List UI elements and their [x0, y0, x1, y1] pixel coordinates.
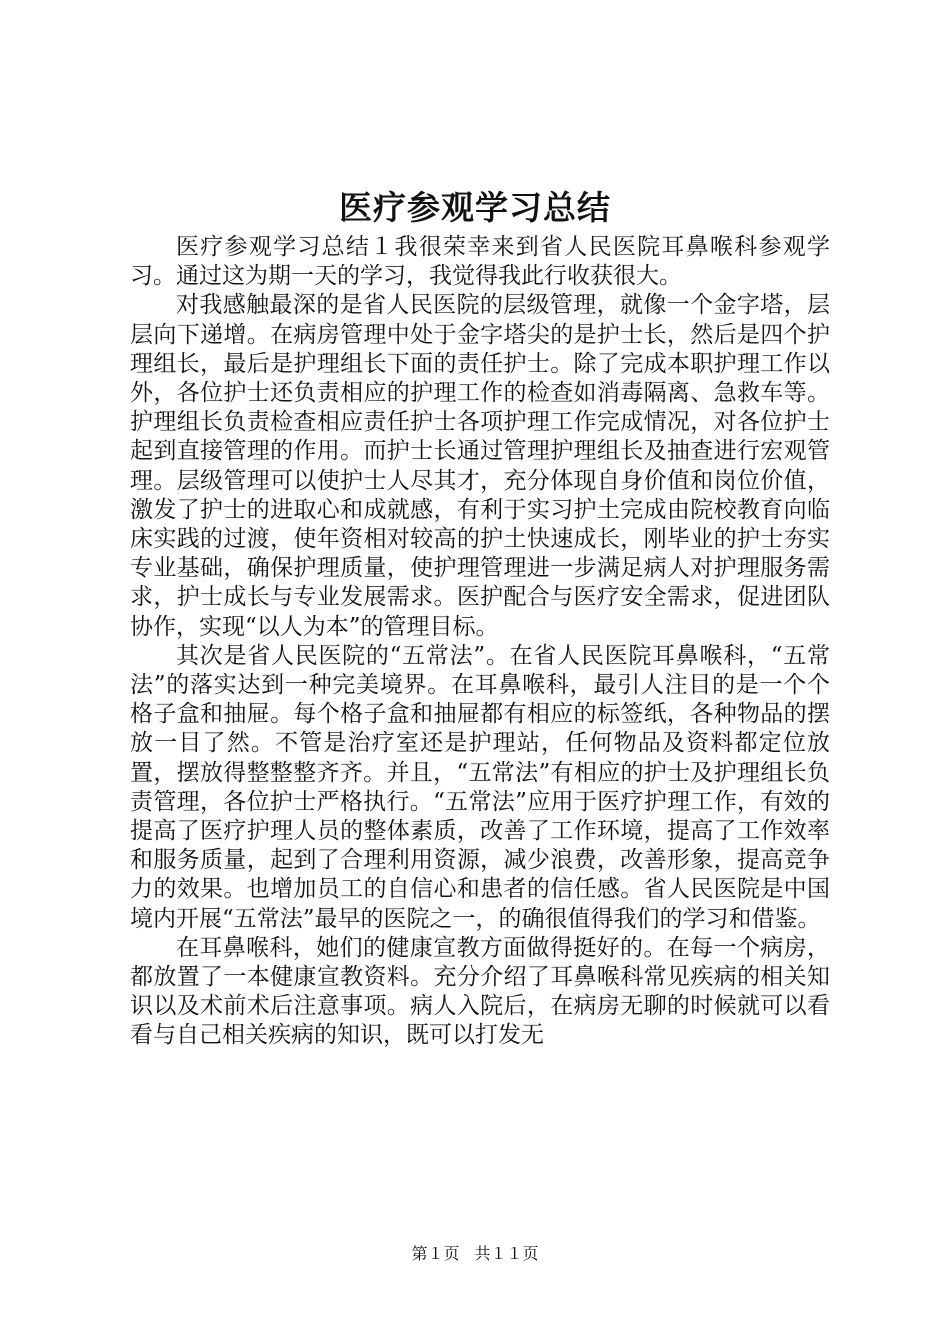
document-title: 医疗参观学习总结 — [339, 188, 611, 227]
paragraph: 其次是省人民医院的“五常法”。在省人民医院耳鼻喉科，“五常法”的落实达到一种完美境界。在耳鼻喉科，最引人注目的是一个个格子盒和抽屉。每个格子盒和抽屉都有相应的标签纸，各种物品的摆放一目了然。不管是治疗室还是护理站，任何物品及资料都定位放置，摆放得整整整齐齐。并且，“五常法”有相应的护士及护理组长负责管理，各位护士严格执行。“五常法”应用于医疗护理工作，有效的提高了医疗护理人员的整体素质，改善了工作环境，提高了工作效率和服务质量，起到了合理利用资源，减少浪费，改善形象，提高竞争力的效果。也增加员工的自信心和患者的信任感。省人民医院是中国境内开展“五常法”最早的医院之一，的确很值得我们的学习和借鉴。 — [130, 642, 830, 932]
document-body — [130, 233, 830, 1051]
paragraph: 对我感触最深的是省人民医院的层级管理，就像一个金字塔，层层向下递增。在病房管理中处于金字塔尖的是护士长，然后是四个护理组长，最后是护理组长下面的责任护士。除了完成本职护理工作以外，各位护士还负责相应的护理工作的检查如消毒隔离、急救车等。护理组长负责检查相应责任护士各项护理工作完成情况，对各位护士起到直接管理的作用。而护士长通过管理护理组长及抽查进行宏观管理。层级管理可以使护士人尽其才，充分体现自身价值和岗位价值，激发了护士的进取心和成就感，有利于实习护土完成由院校教育向临床实践的过渡，使年资相对较高的护土快速成长，刚毕业的护士夯实专业基础，确保护理质量，使护理管理进一步满足病人对护理服务需求，护士成长与专业发展需求。医护配合与医疗安全需求，促进团队协作，实现“以人为本”的管理目标。 — [130, 292, 830, 640]
page-footer — [0, 1244, 950, 1264]
page-total: 共１１页 — [474, 1244, 539, 1263]
page-number: 第１页 — [411, 1244, 460, 1263]
paragraph: 医疗参观学习总结１我很荣幸来到省人民医院耳鼻喉科参观学习。通过这为期一天的学习，我觉得我此行收获很大。 — [130, 234, 830, 290]
paragraph: 在耳鼻喉科，她们的健康宣教方面做得挺好的。在每一个病房，都放置了一本健康宣教资料。充分介绍了耳鼻喉科常见疾病的相关知识以及术前术后注意事项。病人入院后，在病房无聊的时候就可以看看与自己相关疾病的知识，既可以打发无 — [130, 934, 830, 1049]
